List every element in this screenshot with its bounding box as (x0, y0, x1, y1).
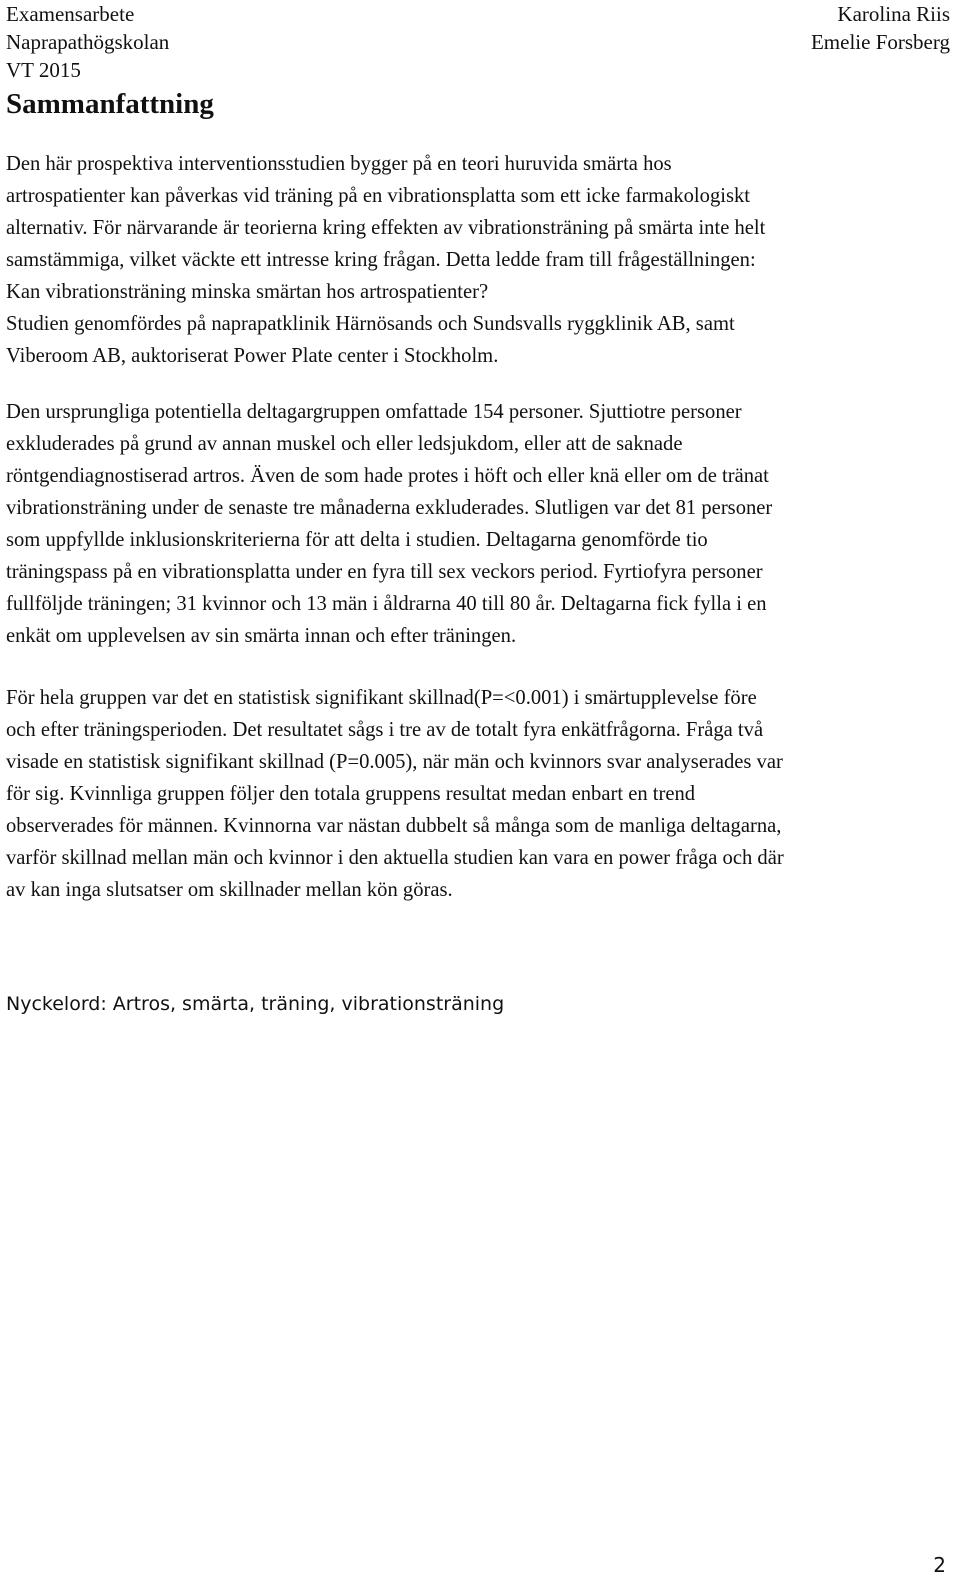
header-author-2: Emelie Forsberg (810, 30, 950, 54)
text-line: Studien genomfördes på naprapatklinik Härnösands och Sundsvalls ryggklinik AB, samt (6, 313, 735, 335)
text-line: och efter träningsperioden. Det resultatet sågs i tre av de totalt fyra enkätfrågorna. Fråga två (6, 719, 764, 741)
text-line: varför skillnad mellan män och kvinnor i den aktuella studien kan vara en power fråga och där (6, 847, 784, 869)
text-line: som uppfyllde inklusionskriterierna för att delta i studien. Deltagarna genomförde tio (6, 529, 708, 551)
text-line: röntgendiagnostiserad artros. Även de som hade protes i höft och eller knä eller om de tränat (6, 465, 769, 487)
text-line: artrospatienter kan påverkas vid träning på en vibrationsplatta som ett icke farmakologiskt (6, 185, 750, 207)
text-line: samstämmiga, vilket väckte ett intresse kring frågan. Detta ledde fram till frågeställningen: (6, 249, 756, 271)
keywords: Nyckelord: Artros, smärta, träning, vibrationsträning (6, 993, 505, 1015)
text-line: fullföljde träningen; 31 kvinnor och 13 män i åldrarna 40 till 80 år. Deltagarna fick fylla i en (6, 593, 767, 615)
header-school: Naprapathögskolan (6, 30, 170, 54)
text-line: Den ursprungliga potentiella deltagargruppen omfattade 154 personer. Sjuttiotre personer (6, 401, 742, 423)
text-line: träningspass på en vibrationsplatta under en fyra till sex veckors period. Fyrtiofyra personer (6, 561, 763, 583)
header-author-1: Karolina Riis (837, 2, 950, 26)
text-line: exkluderades på grund av annan muskel och eller ledsjukdom, eller att de saknade (6, 433, 683, 455)
header-left (6, 0, 169, 84)
paragraph-results (6, 682, 952, 906)
text-line: alternativ. För närvarande är teorierna kring effekten av vibrationsträning på smärta inte helt (6, 217, 766, 239)
text-line: observerades för männen. Kvinnorna var nästan dubbelt så många som de manliga deltagarna, (6, 815, 782, 837)
text-line: enkät om upplevelsen av sin smärta innan och efter träningen. (6, 625, 517, 647)
text-line: av kan inga slutsatser om skillnader mellan kön göras. (6, 879, 453, 901)
paragraph-method (6, 396, 952, 652)
header-document-type: Examensarbete (6, 2, 135, 26)
text-line: Den här prospektiva interventionsstudien bygger på en teori huruvida smärta hos (6, 153, 672, 175)
text-line: För hela gruppen var det en statistisk signifikant skillnad(P=<0.001) i smärtupplevelse före (6, 687, 757, 709)
page-number: 2 (933, 1553, 946, 1577)
section-title: Sammanfattning (6, 88, 214, 120)
text-line: vibrationsträning under de senaste tre månaderna exkluderades. Slutligen var det 81 personer (6, 497, 773, 519)
text-line: visade en statistisk signifikant skillnad (P=0.005), när män och kvinnors svar analyserades var (6, 751, 783, 773)
text-line: Viberoom AB, auktoriserat Power Plate center i Stockholm. (6, 345, 499, 367)
paragraph-introduction (6, 148, 952, 372)
text-line: Kan vibrationsträning minska smärtan hos artrospatienter? (6, 281, 489, 303)
header-term: VT 2015 (6, 58, 81, 82)
header-right (811, 0, 950, 56)
page-header (6, 0, 950, 90)
text-line: för sig. Kvinnliga gruppen följer den totala gruppens resultat medan enbart en trend (6, 783, 696, 805)
